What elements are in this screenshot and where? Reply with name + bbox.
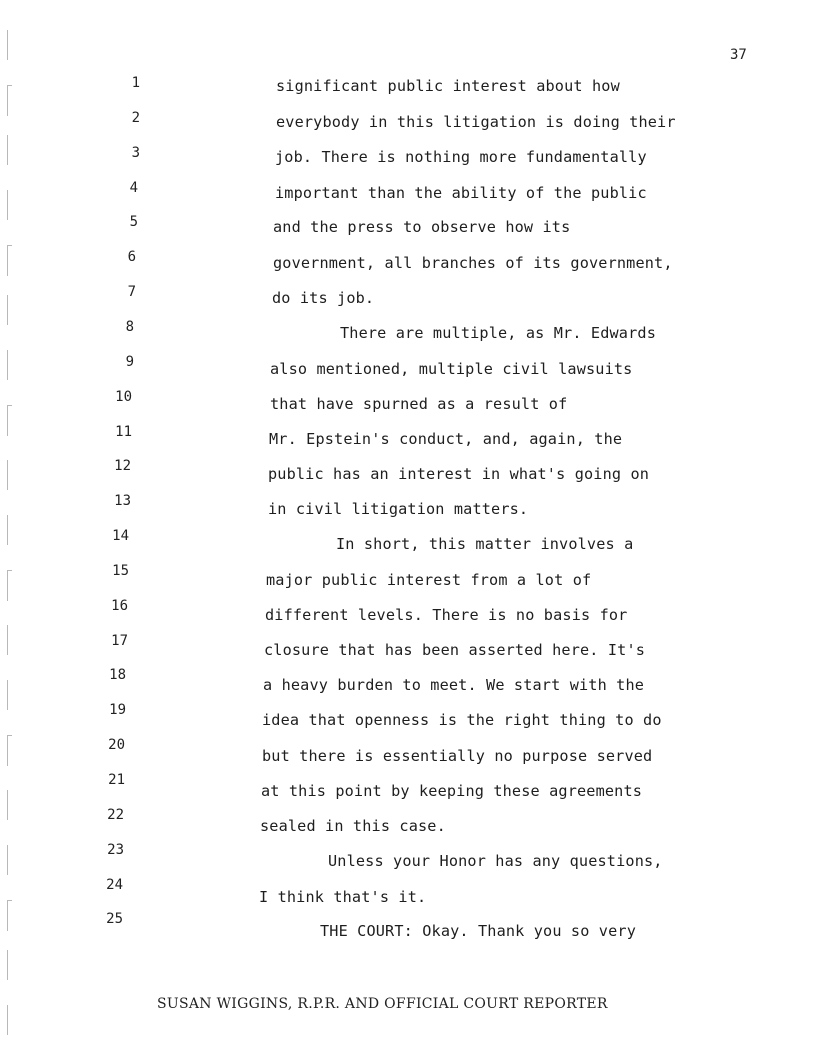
- line-number: 19: [109, 702, 126, 719]
- line-number: 4: [129, 179, 138, 196]
- transcript-line: a heavy burden to meet. We start with the: [263, 676, 645, 695]
- line-number: 18: [109, 667, 126, 684]
- line-number: 23: [107, 841, 124, 858]
- court-reporter-footer: SUSAN WIGGINS, R.P.R. AND OFFICIAL COURT REPORTER: [157, 996, 608, 1012]
- line-number: 8: [125, 318, 134, 335]
- line-number: 24: [106, 876, 123, 893]
- binding-mark: [7, 790, 12, 820]
- binding-mark: [7, 85, 12, 116]
- line-number: 1: [131, 75, 140, 91]
- binding-mark: [7, 135, 12, 165]
- transcript-line: at this point by keeping these agreements: [261, 782, 643, 800]
- binding-mark: [7, 30, 12, 60]
- line-number: 14: [112, 528, 129, 545]
- binding-edge: [7, 30, 13, 1040]
- transcript-line: that have spurned as a result of: [270, 394, 568, 413]
- binding-mark: [7, 350, 12, 380]
- binding-mark: [7, 515, 12, 545]
- transcript-line: government, all branches of its government,: [273, 254, 673, 273]
- binding-mark: [7, 460, 12, 490]
- transcript-line: Mr. Epstein's conduct, and, again, the: [269, 429, 623, 448]
- binding-mark: [7, 625, 12, 655]
- line-number: 22: [107, 806, 124, 823]
- line-number: 11: [115, 423, 132, 440]
- line-number: 20: [108, 737, 125, 754]
- binding-mark: [7, 570, 12, 601]
- binding-mark: [7, 950, 12, 980]
- binding-mark: [7, 845, 12, 875]
- line-number: 6: [127, 249, 136, 266]
- transcript-line: There are multiple, as Mr. Edwards: [340, 323, 656, 342]
- binding-mark: [7, 680, 12, 710]
- transcript-line: sealed in this case.: [260, 816, 446, 835]
- transcript-line: idea that openness is the right thing to do: [262, 711, 662, 730]
- transcript-line: in civil litigation matters.: [268, 500, 529, 519]
- line-number: 3: [131, 144, 140, 161]
- line-number: 5: [129, 214, 138, 231]
- binding-mark: [7, 735, 12, 766]
- transcript-line: everybody in this litigation is doing their: [276, 112, 676, 131]
- line-number: 16: [111, 597, 128, 614]
- transcript-line: THE COURT: Okay. Thank you so very: [320, 922, 636, 941]
- transcript-line: and the press to observe how its: [273, 218, 571, 237]
- transcript-line: Unless your Honor has any questions,: [328, 851, 663, 870]
- line-number: 15: [112, 562, 129, 579]
- binding-mark: [7, 295, 12, 325]
- transcript-line: also mentioned, multiple civil lawsuits: [270, 359, 633, 378]
- line-number: 10: [115, 388, 132, 405]
- line-number: 17: [111, 632, 128, 649]
- transcript-line: important than the ability of the public: [275, 183, 647, 202]
- transcript-line: job. There is nothing more fundamentally: [275, 147, 647, 166]
- transcript-line: public has an interest in what's going on: [268, 465, 650, 484]
- transcript-line: closure that has been asserted here. It's: [264, 640, 646, 659]
- transcript-line: I think that's it.: [259, 887, 427, 906]
- binding-mark: [7, 190, 12, 220]
- line-number: 21: [108, 772, 125, 788]
- line-number: 12: [114, 458, 131, 475]
- binding-mark: [7, 900, 12, 931]
- line-number: 9: [125, 353, 134, 370]
- transcript-line: In short, this matter involves a: [336, 535, 634, 554]
- line-number: 7: [127, 284, 136, 301]
- transcript-line: major public interest from a lot of: [266, 570, 592, 589]
- transcript-line: significant public interest about how: [276, 77, 620, 95]
- page-number: 37: [730, 47, 747, 63]
- transcript-line: but there is essentially no purpose served: [262, 747, 653, 766]
- line-number: 13: [114, 493, 131, 510]
- line-number: 2: [131, 109, 140, 126]
- line-number: 25: [106, 911, 123, 928]
- transcript-line: do its job.: [272, 289, 375, 308]
- binding-mark: [7, 405, 12, 436]
- transcript-line: different levels. There is no basis for: [265, 605, 628, 624]
- binding-mark: [7, 245, 12, 276]
- binding-mark: [7, 1005, 12, 1035]
